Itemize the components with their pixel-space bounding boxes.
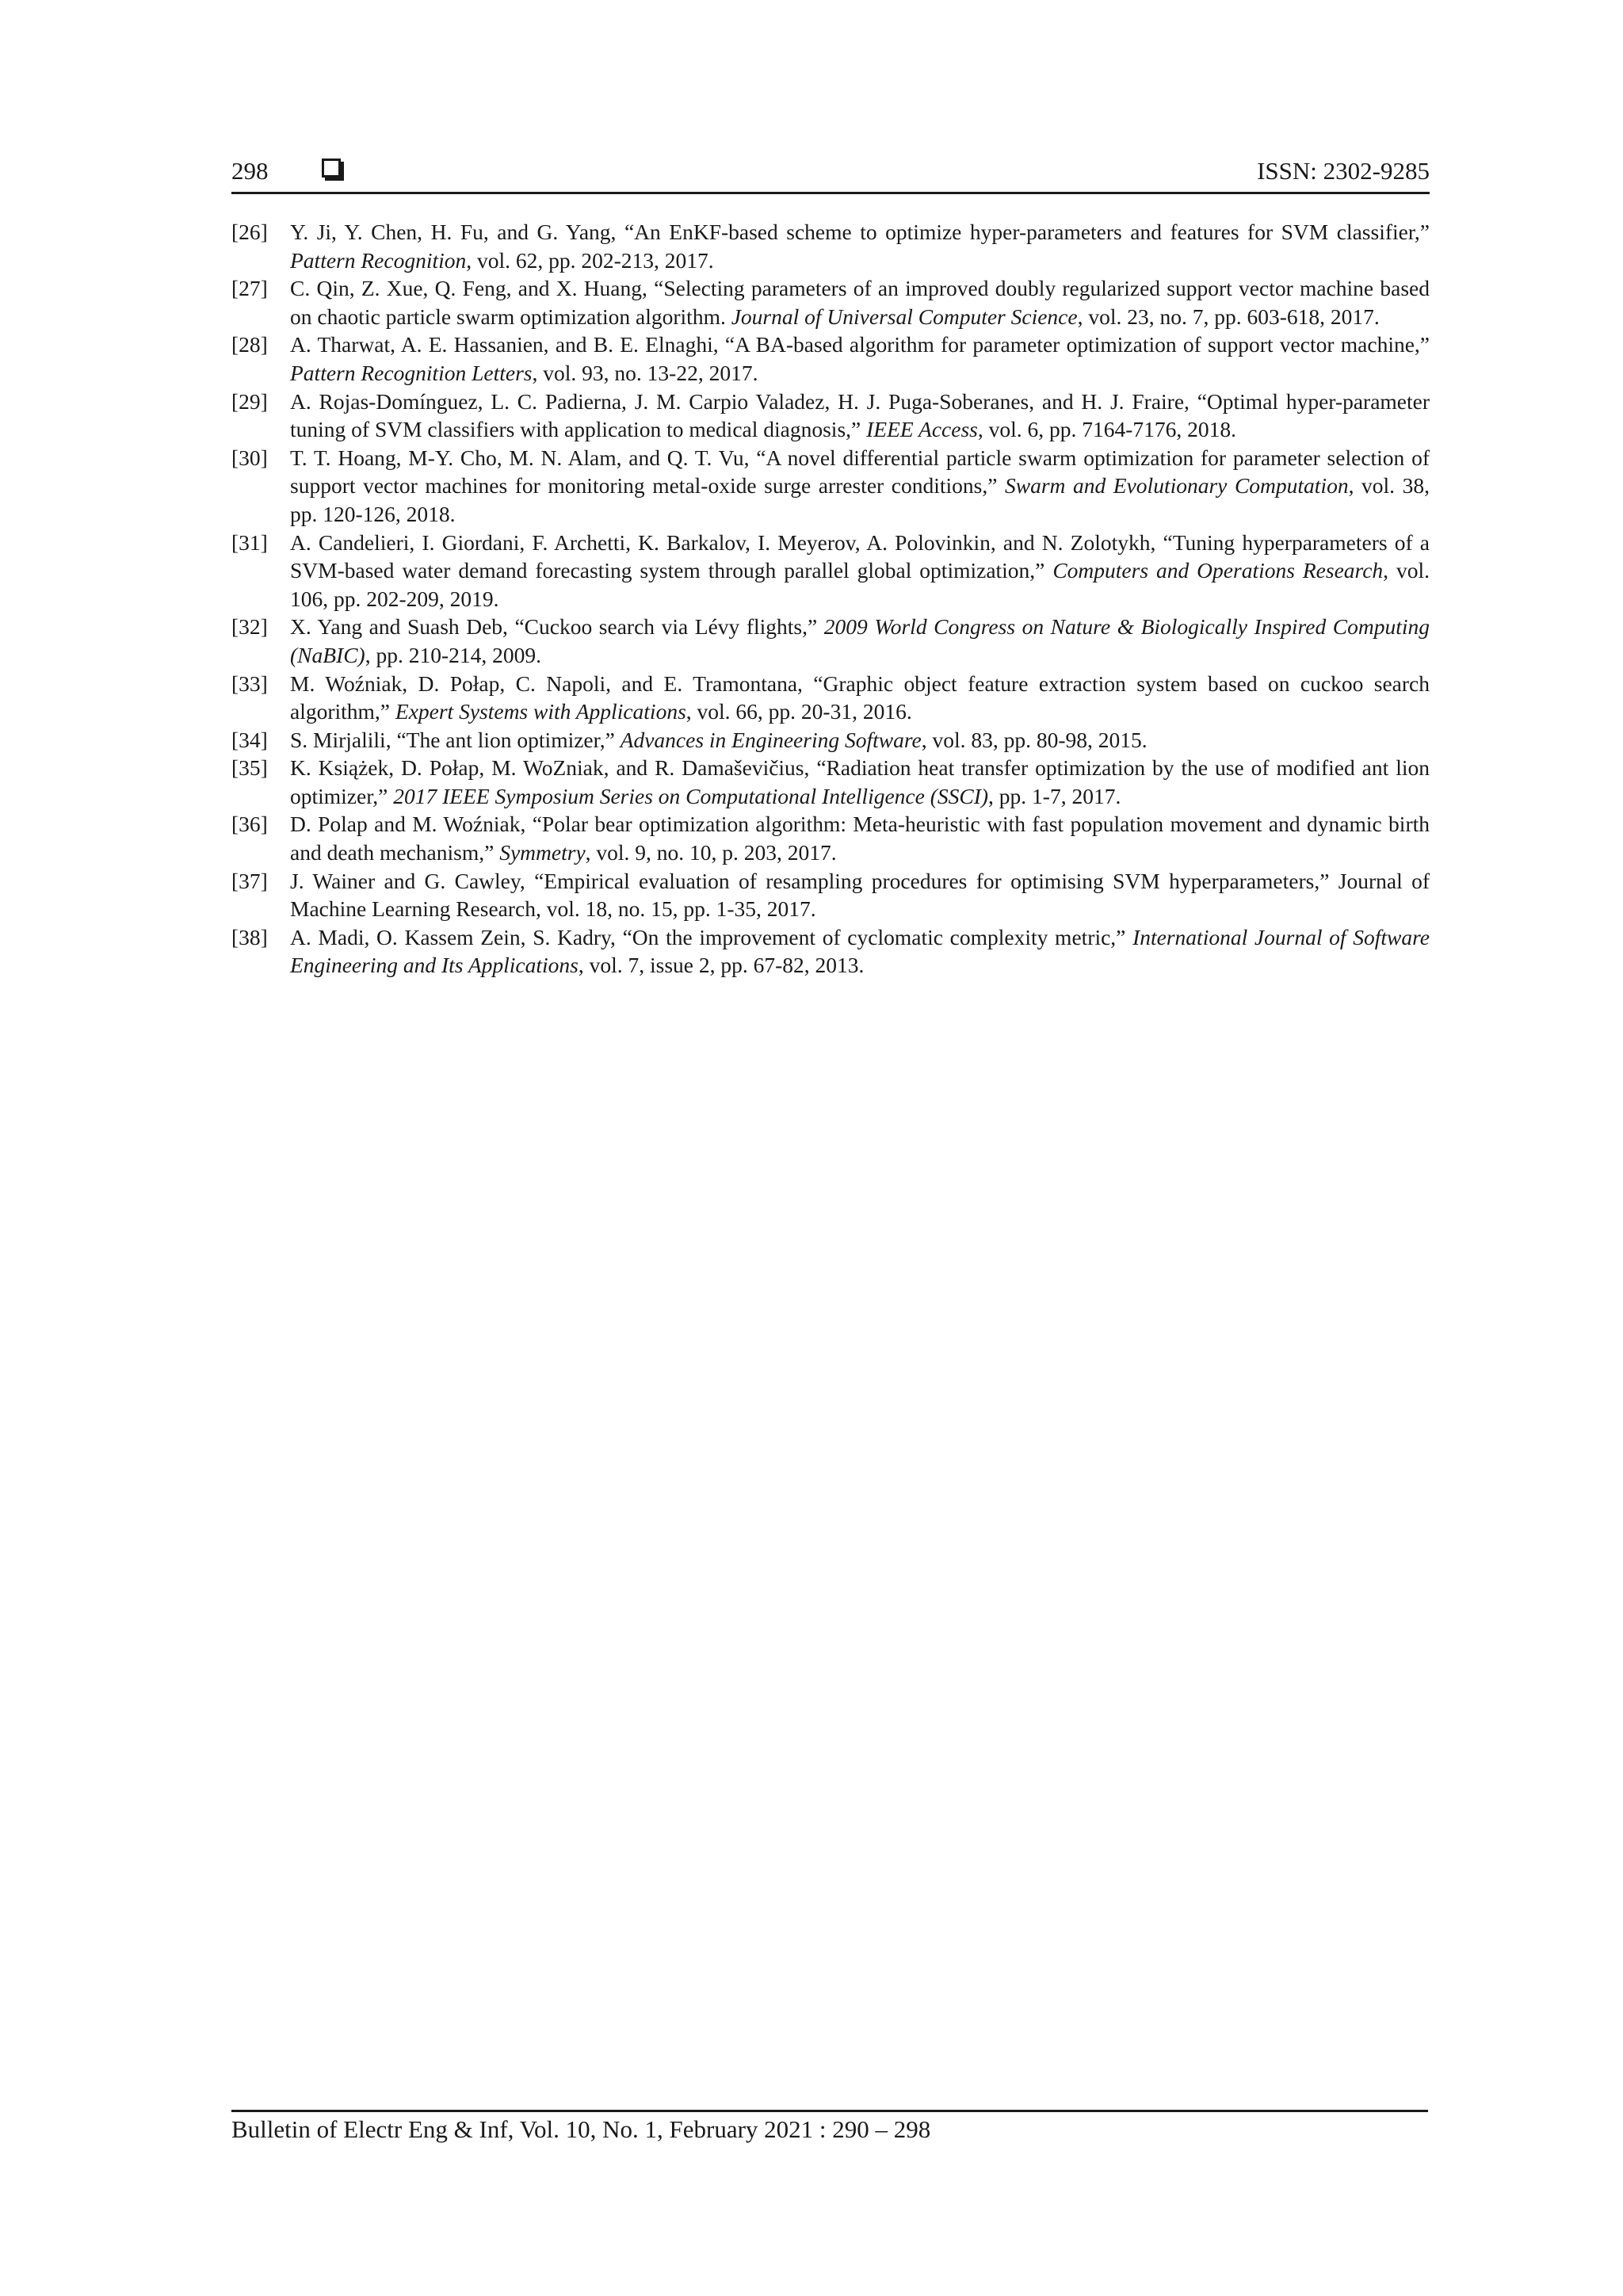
reference-segment: , vol. 66, pp. 20-31, 2016. [685, 699, 912, 724]
reference-venue: International Journal of Software Engineering and Its Applications [290, 924, 1430, 978]
reference-item [231, 613, 1430, 669]
reference-item [231, 388, 1430, 444]
reference-venue: Pattern Recognition [290, 247, 467, 273]
reference-segment: K. Książek, D. Połap, M. WoZniak, and R. Damaševičius, “Radiation heat transfer optimization by the use of modified ant lion optimizer,” [290, 755, 1430, 808]
reference-text [290, 810, 1430, 866]
reference-number: [26] [231, 220, 268, 244]
reference-item [231, 218, 1430, 274]
reference-item [231, 670, 1430, 726]
reference-number: [30] [231, 445, 268, 470]
reference-text [290, 330, 1430, 387]
reference-item [231, 529, 1430, 613]
reference-venue: Pattern Recognition Letters [290, 360, 533, 385]
reference-segment: X. Yang and Suash Deb, “Cuckoo search via Lévy flights,” [290, 614, 824, 640]
reference-text [290, 754, 1430, 810]
reference-item [231, 330, 1430, 387]
reference-segment: , vol. 6, pp. 7164-7176, 2018. [977, 417, 1237, 442]
reference-item [231, 923, 1430, 980]
reference-item [231, 810, 1430, 866]
reference-number: [36] [231, 812, 268, 837]
reference-segment: T. T. Hoang, M-Y. Cho, M. N. Alam, and Q. T. Vu, “A novel differential particle swarm optimization for parameter selection of support vector machines for monitoring metal-oxide surge arrester conditions,” [290, 445, 1430, 499]
reference-segment: , pp. 210-214, 2009. [365, 642, 542, 667]
reference-text [290, 388, 1430, 444]
reference-item [231, 444, 1430, 529]
page-header [231, 155, 1430, 194]
reference-item [231, 754, 1430, 810]
reference-number: [33] [231, 670, 268, 696]
reference-text [290, 444, 1430, 529]
reference-venue: 2017 IEEE Symposium Series on Computational Intelligence (SSCI) [393, 783, 989, 808]
reference-item [231, 867, 1430, 923]
reference-number: [32] [231, 614, 268, 640]
reference-list [231, 218, 1430, 980]
reference-segment: J. Wainer and G. Cawley, “Empirical evaluation of resampling procedures for optimising SVM hyperparameters,” Journal of Machine Learning Research, vol. 18, no. 15, pp. 1-35, 2017. [290, 868, 1430, 922]
reference-segment: A. Tharwat, A. E. Hassanien, and B. E. Elnaghi, “A BA-based algorithm for parameter optimization of support vector machine,” [290, 332, 1430, 357]
reference-text [290, 867, 1430, 923]
reference-segment: , vol. 9, no. 10, p. 203, 2017. [585, 840, 837, 865]
reference-segment: A. Madi, O. Kassem Zein, S. Kadry, “On the improvement of cyclomatic complexity metric,” [290, 924, 1133, 949]
reference-venue: Symmetry [499, 840, 586, 865]
reference-venue: Journal of Universal Computer Science [731, 304, 1078, 329]
reference-segment: D. Polap and M. Woźniak, “Polar bear optimization algorithm: Meta-heuristic with fast population movement and dynamic birth and death mechanism,” [290, 812, 1430, 865]
reference-item [231, 274, 1430, 330]
reference-text [290, 529, 1430, 613]
reference-venue: IEEE Access [866, 417, 978, 442]
issn-label: ISSN: 2302-9285 [1257, 157, 1430, 185]
reference-item [231, 726, 1430, 755]
reference-number: [34] [231, 727, 268, 752]
reference-segment: , vol. 83, pp. 80-98, 2015. [921, 727, 1148, 752]
reference-segment: Y. Ji, Y. Chen, H. Fu, and G. Yang, “An EnKF-based scheme to optimize hyper-parameters and features for SVM classifier,” [290, 220, 1430, 244]
reference-segment: , vol. 93, no. 13-22, 2017. [532, 360, 758, 385]
reference-number: [29] [231, 388, 268, 414]
reference-text [290, 726, 1430, 755]
reference-text [290, 218, 1430, 274]
reference-segment: , vol. 38, pp. 120-126, 2018. [290, 473, 1430, 526]
reference-segment: , vol. 23, no. 7, pp. 603-618, 2017. [1077, 304, 1380, 329]
journal-citation: Bulletin of Electr Eng & Inf, Vol. 10, No. 1, February 2021 : 290 – 298 [231, 2115, 931, 2143]
reference-venue: Expert Systems with Applications [395, 699, 686, 724]
reference-venue: Computers and Operations Research [1052, 558, 1384, 583]
reference-venue: Advances in Engineering Software [620, 727, 922, 752]
reference-segment: , pp. 1-7, 2017. [988, 783, 1121, 808]
reference-segment: , vol. 106, pp. 202-209, 2019. [290, 558, 1430, 611]
reference-text [290, 670, 1430, 726]
reference-text [290, 923, 1430, 980]
page-footer [231, 2110, 1428, 2145]
reference-number: [28] [231, 332, 268, 357]
reference-number: [27] [231, 276, 268, 301]
reference-segment: S. Mirjalili, “The ant lion optimizer,” [290, 727, 621, 752]
reference-number: [38] [231, 924, 268, 949]
reference-segment: , vol. 62, pp. 202-213, 2017. [466, 247, 714, 273]
reference-segment: C. Qin, Z. Xue, Q. Feng, and X. Huang, “Selecting parameters of an improved doubly regularized support vector machine based on chaotic particle swarm optimization algorithm. [290, 276, 1430, 329]
reference-number: [37] [231, 868, 268, 893]
reference-venue: 2009 World Congress on Nature & Biologically Inspired Computing (NaBIC) [290, 614, 1430, 667]
reference-segment: M. Woźniak, D. Połap, C. Napoli, and E. Tramontana, “Graphic object feature extraction system based on cuckoo search algorithm,” [290, 670, 1430, 724]
checkbox-square-icon [322, 159, 341, 178]
reference-venue: Swarm and Evolutionary Computation [1005, 473, 1349, 499]
reference-segment: A. Rojas-Domínguez, L. C. Padierna, J. M. Carpio Valadez, H. J. Puga-Soberanes, and H. J. Fraire, “Optimal hyper-parameter tuning of SVM classifiers with application to medical diagnosis,” [290, 388, 1430, 442]
reference-number: [35] [231, 755, 268, 781]
reference-segment: , vol. 7, issue 2, pp. 67-82, 2013. [578, 953, 865, 978]
page-number: 298 [231, 157, 269, 185]
reference-number: [31] [231, 529, 268, 555]
reference-segment: A. Candelieri, I. Giordani, F. Archetti, K. Barkalov, I. Meyerov, A. Polovinkin, and N. Zolotykh, “Tuning hyperparameters of a SVM-based water demand forecasting system through parallel global optimization,” [290, 529, 1430, 583]
reference-text [290, 274, 1430, 330]
reference-text [290, 613, 1430, 669]
